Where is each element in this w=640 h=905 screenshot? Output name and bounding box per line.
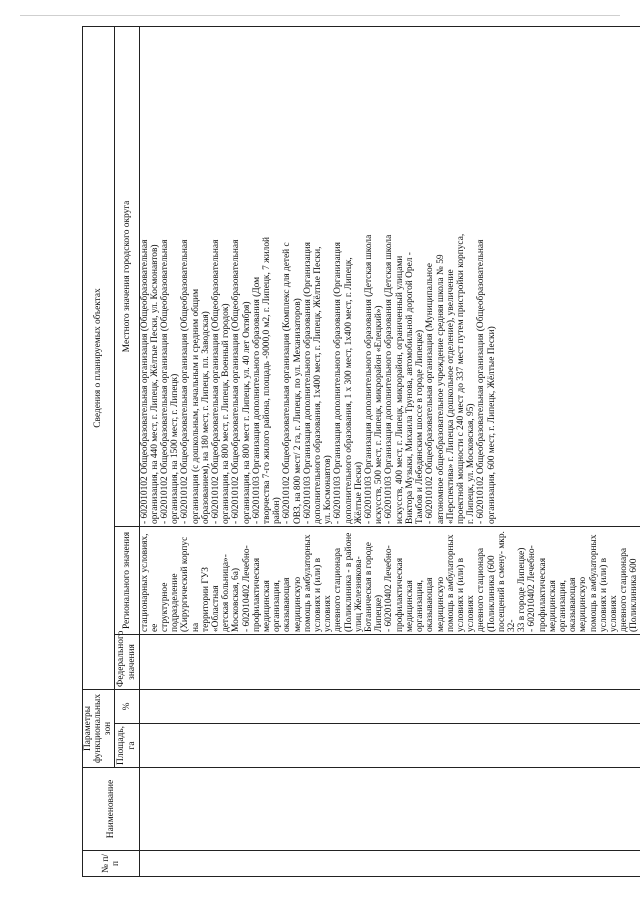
local-text-line: - 602010103 Организация дополнительного образования (Детская школа <box>364 234 375 524</box>
scan-edge-line <box>20 15 620 16</box>
regional-text-line: - 602010402 Лечебно- <box>527 545 538 632</box>
local-text-line: искусств, 400 мест, г. Липецк, микрорайон, ограниченный улицами <box>394 255 405 524</box>
rotated-table-sheet <box>82 27 640 877</box>
cell-percent <box>139 690 640 724</box>
local-text-line: район) <box>272 497 283 524</box>
local-text-line: г. Липецк, ул. Московская, 95) <box>466 403 477 524</box>
regional-text-line: условиях и (или) в условиях <box>598 557 619 632</box>
regional-text-line: условиях и (или) в условиях <box>313 557 334 632</box>
local-text-line: - 602010102 Общеобразовательная организация (Общеобразовательная <box>180 239 191 524</box>
regional-text-line: стационарных условиях, ее <box>139 533 160 632</box>
regional-text-line: дневного стационара <box>333 547 344 632</box>
cell-local-objects <box>139 26 640 526</box>
local-text-line: организация, на 440 мест, г. Липецк, Жёлтые Пески, ул. Космонавтов) <box>149 244 160 524</box>
local-text-line: - 602010103 Организация дополнительного образования (Дом <box>251 276 262 524</box>
local-text-line: дополнительного образования, 1 х 300 мест, 1х400 мест, г. Липецк, <box>343 257 354 524</box>
regional-text-line: помощь в амбулаторных <box>588 534 599 632</box>
regional-text-line: Липецке) <box>374 594 385 632</box>
regional-text-line: посещений в смену- мкр. 32- <box>496 531 517 632</box>
local-text-line: организация, на 800 мест, г. Липецк, Военный городок) <box>221 303 232 524</box>
header-name: Наименование <box>83 768 140 851</box>
local-text-line: - 602010102 Общеобразовательная организация (Общеобразовательная <box>231 239 242 524</box>
regional-text-line: 33 в городе Липецке) <box>517 547 528 632</box>
local-text-line: - 602010102 Общеобразовательная организация (Общеобразовательная <box>476 239 487 524</box>
regional-text-line: (Поликлиника 600 <box>629 558 640 632</box>
regional-text-line: условиях и (или) в условиях <box>455 557 477 632</box>
header-number: № п/п <box>83 851 140 877</box>
regional-text-line: Ботаническая в городе <box>364 542 375 632</box>
header-local: Местного значения городского округа <box>114 26 139 526</box>
header-planned-objects: Сведения о планируемых объектах <box>83 26 115 689</box>
local-text-line: творчества 7-го жилого района, площадь -9000,0 м2, г. Липецк, 7 жилой <box>262 236 273 524</box>
regional-text-line: дневного стационара <box>619 547 630 632</box>
local-text-line: ОВЗ, на 800 мест/ 2 га, г. Липецк, по ул. Механизаторов) <box>292 298 303 524</box>
local-text-line: организация, на 800 мест г. Липецк, ул. 40 лет Октября) <box>241 301 252 524</box>
local-text-line: - 602010103 Организация дополнительного образования (Организация <box>302 242 313 524</box>
header-regional: Регионального значения <box>114 527 139 635</box>
regional-text-line: Московская, 6а) <box>231 567 242 632</box>
regional-text-line: медицинская организация, <box>547 580 568 632</box>
local-text-line: Тамбов и Лебедянским шоссе в городе Липецке) <box>415 329 426 524</box>
regional-text-line: оказывающая медицинскую <box>425 576 446 632</box>
regional-text-line: помощь в амбулаторных <box>445 534 456 632</box>
regional-text-line: профилактическая <box>537 557 548 632</box>
regional-text-line: профилактическая <box>251 557 262 632</box>
local-text-line: автономное общеобразовательное учреждение средняя школа № 59 <box>435 254 446 524</box>
local-text-line: Виктора Музыки, Михаила Трунова, автомобильной дорогой Орел - <box>404 252 415 524</box>
local-text-line: - 602010102 Общеобразовательная организация (Общеобразовательная <box>139 239 150 524</box>
cell-area <box>139 724 640 768</box>
local-text-line: проектной мощности с 240 мест до 337 мест путем пристройки корпуса, <box>455 233 466 524</box>
regional-text-line: помощь в амбулаторных <box>302 534 313 632</box>
local-text-line: «Перспектива» г. Липецка (дошкольное отделение), увеличение <box>445 269 456 524</box>
planned-objects-table <box>82 26 640 877</box>
regional-text-line: - 602010402 Лечебно- <box>241 545 252 632</box>
header-percent: % <box>114 690 139 724</box>
header-area: Площадь, га <box>114 724 139 768</box>
local-text-line: - 602010102 Общеобразовательная организация (Муниципальное <box>425 263 436 524</box>
header-federal: Федерального значения <box>114 635 139 690</box>
regional-text-line: (Поликлиника - в районе <box>343 532 354 632</box>
regional-text-line: (Поликлиника (600 <box>486 555 497 632</box>
regional-text-line: улиц Железнякова- <box>353 556 364 632</box>
regional-text-line: оказывающая медицинскую <box>568 576 589 632</box>
local-text-line: - 602010102 Общеобразовательная организация (Общеобразовательная <box>160 239 171 524</box>
cell-name <box>139 768 640 851</box>
regional-text-line: - 602010402 Лечебно- <box>384 545 395 632</box>
local-text-line: - 602010103 Организация дополнительного образования (Детская школа <box>384 234 395 524</box>
regional-text-line: дневного стационара <box>476 547 487 632</box>
cell-regional-objects <box>139 527 640 635</box>
local-text-line: искусств, 500 мест, г. Липецк, микрорайон «Елецкий») <box>374 305 385 524</box>
local-text-line: организация, на 1500 мест, г. Липецк) <box>170 373 181 524</box>
regional-text-line: медицинская организация, <box>404 580 426 632</box>
regional-text-line: территории ГУЗ «Областная <box>200 566 222 632</box>
regional-text-line: профилактическая <box>394 557 405 632</box>
local-text-line: - 602010103 Организация дополнительного образования (Организация <box>333 242 344 524</box>
header-parameters: Параметры функциональных зон <box>83 690 115 768</box>
regional-text-line: (Хирургический корпус на <box>180 536 201 632</box>
regional-text-line: медицинская организация, <box>262 580 283 632</box>
regional-text-line: структурное подразделение <box>160 573 181 632</box>
local-text-line: Жёлтые Пески) <box>353 461 364 524</box>
local-text-line: дополнительного образования, 1х400 мест, г. Липецк, Жёлтые Пески, <box>313 246 324 524</box>
local-text-line: - 602010102 Общеобразовательная организация (Общеобразовательная <box>211 239 222 524</box>
local-text-line: ул. Космонавтов) <box>323 455 334 524</box>
regional-text-line: детская больница»- <box>221 554 232 632</box>
cell-number <box>139 851 640 877</box>
local-text-line: организация, 600 мест, г. Липецк, Жёлтые Пески) <box>486 326 497 524</box>
local-text-line: - 602010102 Общеобразовательная организация (Комплекс для детей с <box>282 242 293 524</box>
cell-federal <box>139 635 640 690</box>
regional-text-line: оказывающая медицинскую <box>282 576 303 632</box>
local-text-line: организация (с дошкольным, начальным и средним общим <box>190 288 201 524</box>
local-text-line: образованием), на 180 мест, г. Липецк, пл. Заводская) <box>200 311 211 524</box>
